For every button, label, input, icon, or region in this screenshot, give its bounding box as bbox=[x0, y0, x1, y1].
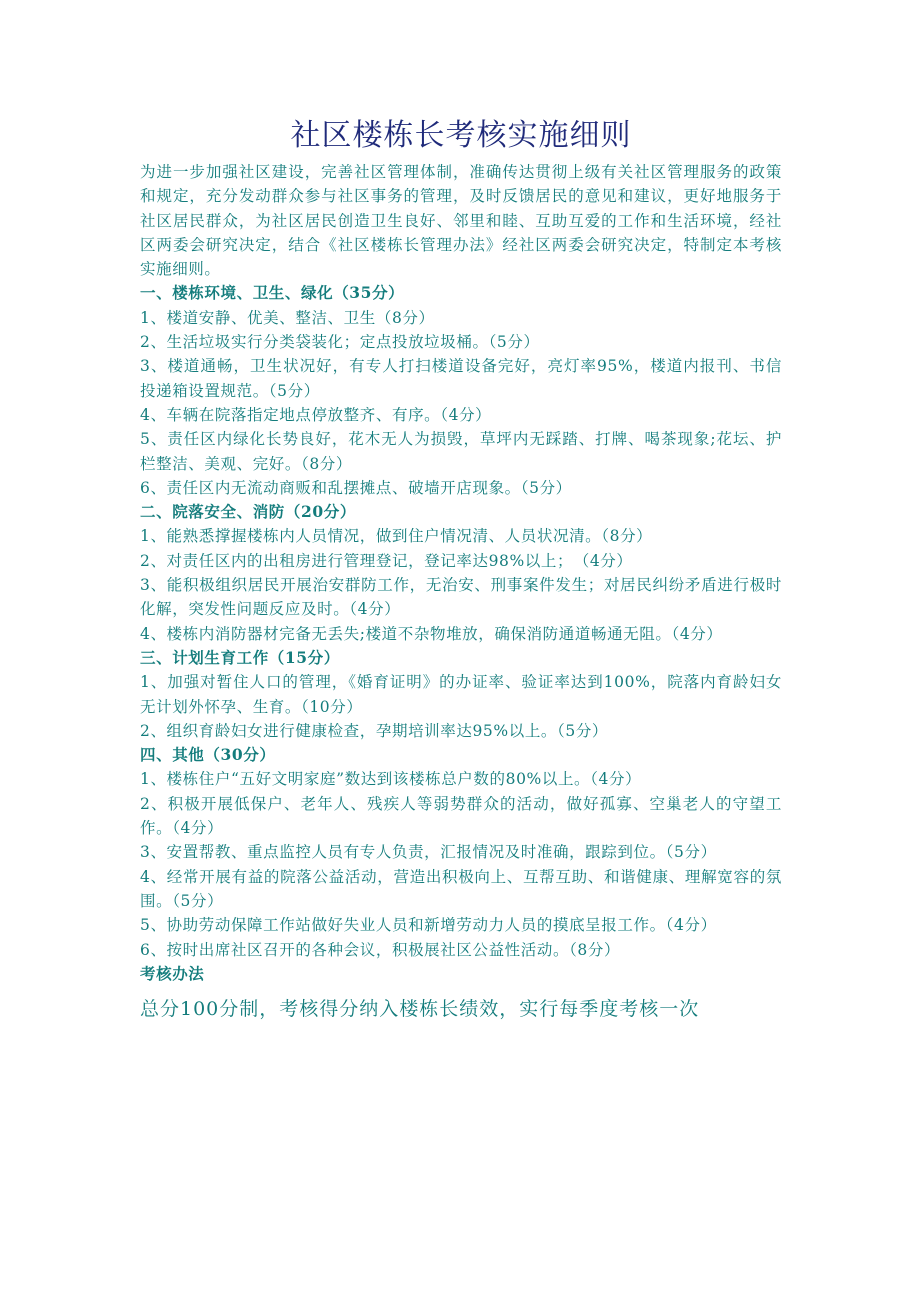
list-item: 3、楼道通畅，卫生状况好，有专人打扫楼道设备完好，亮灯率95%，楼道内报刊、书信投递箱设置规范。（5分） bbox=[140, 357, 782, 400]
section-heading: 二、院落安全、消防（20分） bbox=[140, 502, 356, 522]
list-item: 5、责任区内绿化长势良好，花木无人为损毁，草坪内无踩踏、打牌、喝茶现象;花坛、护栏整洁、美观、完好。（8分） bbox=[140, 430, 782, 473]
list-item: 4、车辆在院落指定地点停放整齐、有序。（4分） bbox=[140, 405, 492, 424]
list-item: 6、按时出席社区召开的各种会议，积极展社区公益性活动。（8分） bbox=[140, 940, 621, 959]
document-page bbox=[140, 118, 782, 1043]
list-item: 1、加强对暂住人口的管理，《婚育证明》的办证率、验证率达到100%，院落内育龄妇女无计划外怀孕、生育。（10分） bbox=[140, 673, 782, 716]
list-item: 4、经常开展有益的院落公益活动，营造出积极向上、互帮互助、和谐健康、理解宽容的氛围。（5分） bbox=[140, 867, 782, 910]
section-heading: 四、其他（30分） bbox=[140, 745, 276, 765]
section-1 bbox=[140, 281, 782, 500]
method-text: 总分100分制，考核得分纳入楼栋长绩效，实行每季度考核一次 bbox=[140, 998, 700, 1021]
section-heading: 三、计划生育工作（15分） bbox=[140, 647, 340, 667]
list-item: 3、能积极组织居民开展治安群防工作，无治安、刑事案件发生；对居民纠纷矛盾进行极时化解，突发性问题反应及时。（4分） bbox=[140, 576, 782, 619]
list-item: 3、安置帮教、重点监控人员有专人负责，汇报情况及时准确，跟踪到位。（5分） bbox=[140, 843, 717, 862]
section-heading: 一、楼栋环境、卫生、绿化（35分） bbox=[140, 283, 405, 303]
list-item: 1、能熟悉撑握楼栋内人员情况，做到住户情况清、人员状况清。（8分） bbox=[140, 527, 653, 546]
list-item: 6、责任区内无流动商贩和乱摆摊点、破墙开店现象。（5分） bbox=[140, 478, 572, 497]
page-title: 社区楼栋长考核实施细则 bbox=[290, 118, 632, 153]
list-item: 1、楼道安静、优美、整洁、卫生（8分） bbox=[140, 308, 435, 327]
list-item: 5、协助劳动保障工作站做好失业人员和新增劳动力人员的摸底呈报工作。（4分） bbox=[140, 916, 717, 935]
method-heading: 考核办法 bbox=[140, 963, 205, 983]
intro-paragraph: 为进一步加强社区建设，完善社区管理体制，准确传达贯彻上级有关社区管理服务的政策和规定，充分发动群众参与社区事务的管理，及时反馈居民的意见和建议，更好地服务于社区居民群众，为社区居民创造卫生良好、邻里和睦、互助互爱的工作和生活环境，经社区两委会研究决定，结合《社区楼栋长管理办法》经社区两委会研究决定，特制定本考核实施细则。 bbox=[140, 163, 782, 279]
list-item: 2、组织育龄妇女进行健康检查，孕期培训率达95%以上。（5分） bbox=[140, 721, 609, 740]
list-item: 4、楼栋内消防器材完备无丢失;楼道不杂物堆放，确保消防通道畅通无阻。（4分） bbox=[140, 624, 723, 643]
section-4 bbox=[140, 743, 782, 962]
list-item: 2、积极开展低保户、老年人、残疾人等弱势群众的活动，做好孤寡、空巢老人的守望工作。（4分） bbox=[140, 794, 782, 838]
section-3 bbox=[140, 646, 782, 743]
list-item: 1、楼栋住户“五好文明家庭”数达到该楼栋总户数的80%以上。（4分） bbox=[140, 770, 642, 789]
list-item: 2、生活垃圾实行分类袋装化；定点投放垃圾桶。（5分） bbox=[140, 333, 540, 352]
section-2 bbox=[140, 500, 782, 646]
list-item: 2、对责任区内的出租房进行管理登记，登记率达98%以上； （4分） bbox=[140, 551, 633, 570]
